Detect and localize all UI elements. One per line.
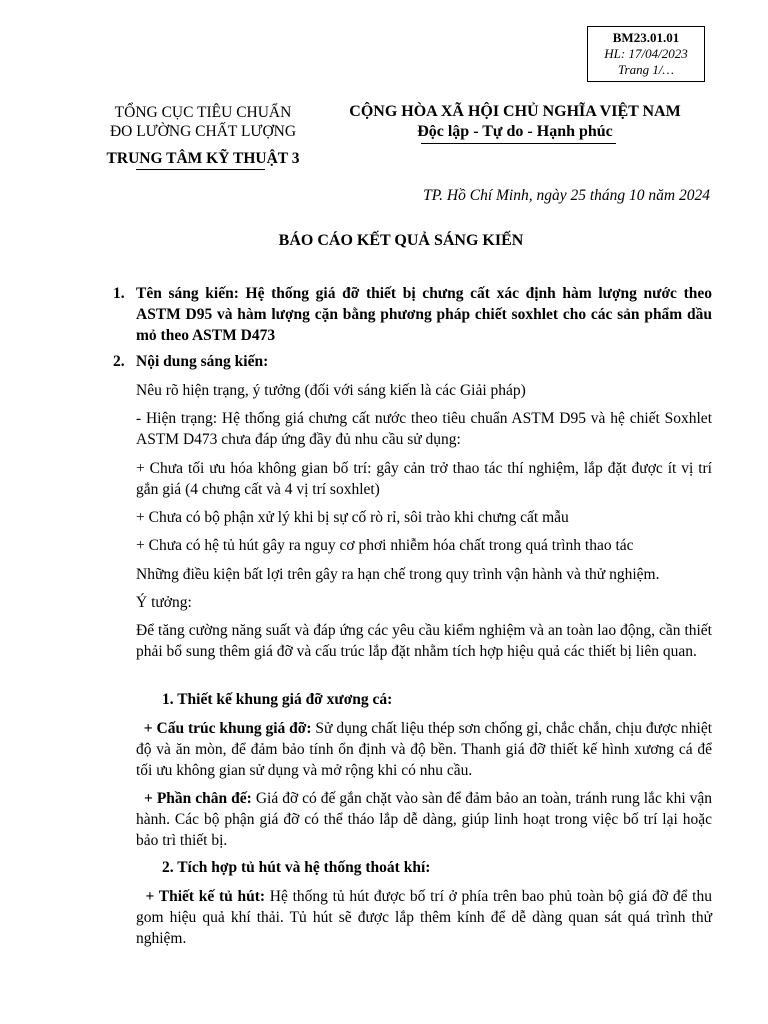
- paragraph-idea-label: Ý tưởng:: [136, 594, 192, 611]
- section-1-number: 1.: [113, 285, 125, 302]
- fume-hood-label: + Thiết kế tủ hút:: [145, 888, 266, 905]
- form-code: BM23.01.01: [612, 30, 680, 45]
- paragraph-limitation-3: + Chưa có hệ tủ hút gây ra nguy cơ phơi nhiễm hóa chất trong quá trình thao tác: [136, 537, 634, 554]
- org-line-1: TỔNG CỤC TIÊU CHUẨN: [114, 104, 292, 121]
- subheading-fume-hood: 2. Tích hợp tủ hút và hệ thống thoát khí:: [162, 859, 431, 876]
- section-2-heading: Nội dung sáng kiến:: [136, 353, 269, 370]
- org-line-2: ĐO LƯỜNG CHẤT LƯỢNG: [109, 123, 297, 140]
- frame-structure-label: + Cấu trúc khung giá đỡ:: [143, 720, 312, 737]
- nation-line-1: CỘNG HÒA XÃ HỘI CHỦ NGHĨA VIỆT NAM: [349, 103, 681, 120]
- date-line: TP. Hồ Chí Minh, ngày 25 tháng 10 năm 2024: [423, 187, 710, 204]
- paragraph-limitation-2: + Chưa có bộ phận xử lý khi bị sự cố rò rỉ, sôi trào khi chưng cất mẫu: [136, 509, 569, 526]
- frame-structure-text: Sử dụng chất liệu thép sơn chống gỉ, chắc chắn, chịu được nhiệt độ và ăn mòn, để đảm bảo tính ổn định và độ bền. Thanh giá đỡ thiết kế hình xương cá để tối ưu không gian sử dụng và mở rộng khi có nhu cầu.: [136, 720, 713, 779]
- paragraph-idea: Để tăng cường năng suất và đáp ứng các yêu cầu kiểm nghiệm và an toàn lao động, cần thiết phải bổ sung thêm giá đỡ và cấu trúc lắp đặt nhằm tích hợp hiệu quả các thiết bị liên quan.: [136, 622, 712, 660]
- paragraph-fume-hood: [136, 886, 712, 949]
- section-1-text: Tên sáng kiến: Hệ thống giá đỡ thiết bị chưng cất xác định hàm lượng nước theo ASTM D95 và hàm lượng cặn bằng phương pháp chiết soxhlet cho các sản phẩm dầu mỏ theo ASTM D473: [136, 285, 712, 344]
- fume-hood-text: Hệ thống tủ hút được bố trí ở phía trên bao phủ toàn bộ giá đỡ để thu gom hiệu quả khí thải. Tủ hút sẽ được lắp thêm kính để dễ dàng quan sát quá trình thử nghiệm.: [136, 888, 712, 947]
- base-text: Giá đỡ có đế gắn chặt vào sàn để đảm bảo an toàn, tránh rung lắc khi vận hành. Các bộ phận giá đỡ có thể tháo lắp dễ dàng, giúp linh hoạt trong việc bố trí lại hoặc bảo trì thiết bị.: [136, 790, 712, 849]
- section-2-number: 2.: [113, 353, 125, 370]
- paragraph-conclusion: Những điều kiện bất lợi trên gây ra hạn chế trong quy trình vận hành và thử nghiệm.: [136, 566, 660, 583]
- paragraph-current-state: - Hiện trạng: Hệ thống giá chưng cất nước theo tiêu chuẩn ASTM D95 và hệ chiết Soxhlet ASTM D473 chưa đáp ứng đầy đủ nhu cầu sử dụng:: [136, 410, 712, 448]
- nation-motto: Độc lập - Tự do - Hạnh phúc: [417, 123, 613, 140]
- subheading-frame-design: 1. Thiết kế khung giá đỡ xương cá:: [162, 691, 393, 708]
- organization-header: [88, 103, 318, 168]
- org-unit: TRUNG TÂM KỸ THUẬT 3: [106, 150, 300, 167]
- nation-header: [330, 102, 700, 142]
- paragraph-limitation-1: + Chưa tối ưu hóa không gian bố trí: gây cản trở thao tác thí nghiệm, lắp đặt được ít vị trí gắn giá (4 chưng cất và 4 vị trí soxhlet): [136, 460, 712, 498]
- paragraph-frame-structure: [136, 718, 712, 781]
- paragraph-base: [136, 788, 712, 851]
- form-page: Trang 1/…: [618, 62, 674, 77]
- base-label: + Phần chân đế:: [144, 790, 252, 807]
- org-underline: [136, 169, 265, 170]
- motto-underline: [421, 143, 616, 144]
- form-revision: HL: 17/04/2023: [604, 46, 688, 61]
- paragraph-intro: Nêu rõ hiện trạng, ý tưởng (đối với sáng kiến là các Giải pháp): [136, 382, 526, 399]
- report-title: BÁO CÁO KẾT QUẢ SÁNG KIẾN: [278, 232, 524, 249]
- form-code-box: [587, 26, 705, 82]
